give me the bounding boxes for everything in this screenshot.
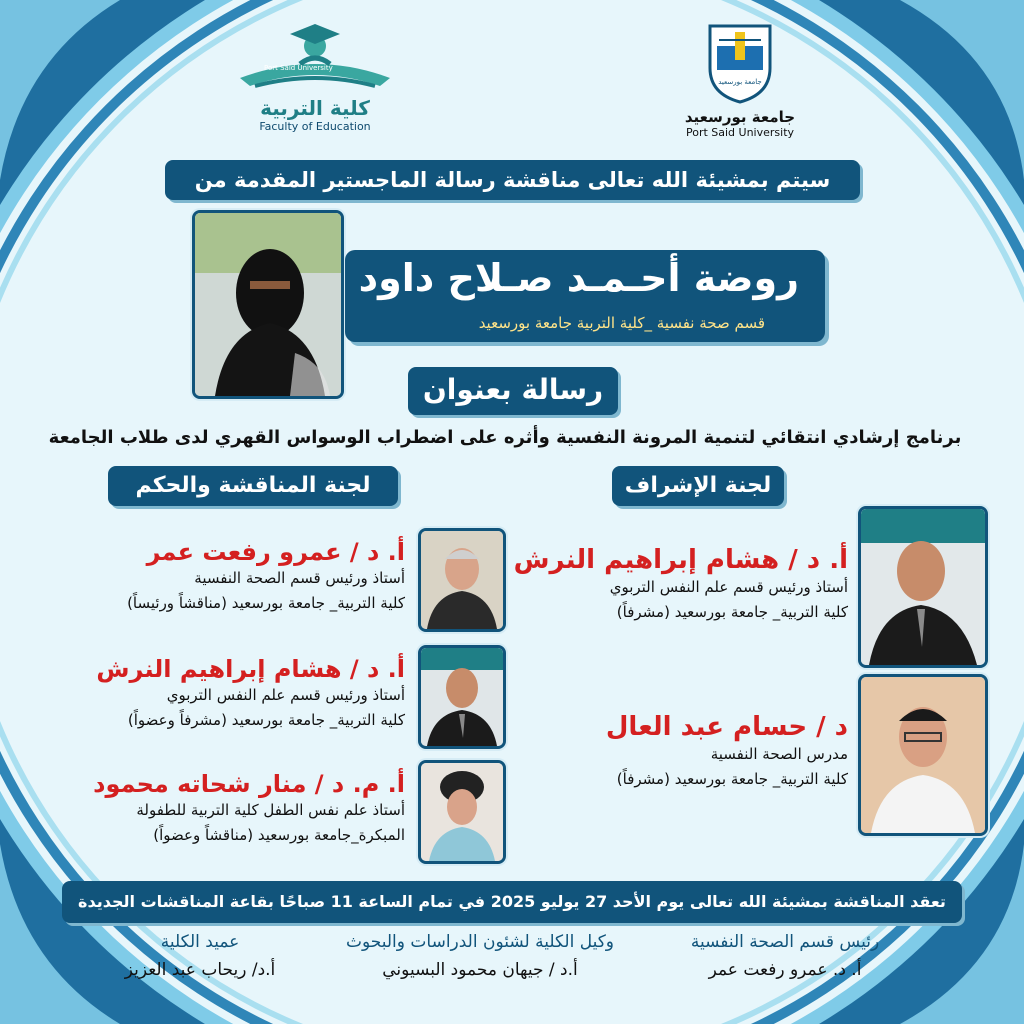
member-affiliation: كلية التربية_ جامعة بورسعيد (مناقشاً ورئيساً) <box>127 594 405 612</box>
signature-block <box>660 932 910 980</box>
member-title: أستاذ ورئيس قسم علم النفس التربوي <box>609 578 848 596</box>
discussion-member <box>40 655 405 733</box>
discussion-member <box>40 770 405 848</box>
member-affiliation: كلية التربية_ جامعة بورسعيد (مشرفاً) <box>616 770 848 788</box>
candidate-photo <box>192 210 344 399</box>
intro-banner: سيتم بمشيئة الله تعالى مناقشة رسالة الماجستير المقدمة من <box>165 160 860 200</box>
member-affiliation: المبكرة_جامعة بورسعيد (مناقشاً وعضواً) <box>153 826 405 844</box>
supervision-member <box>470 712 848 792</box>
candidate-name: روضة أحـمـد صـلاح داود <box>358 256 799 300</box>
signature-name: أ. د. عمرو رفعت عمر <box>708 960 862 980</box>
faculty-name-english: Faculty of Education <box>259 120 371 133</box>
university-crest-icon <box>705 18 775 104</box>
candidate-portrait <box>195 213 341 396</box>
signature-block <box>300 932 660 980</box>
signature-name: أ.د/ ريحاب عبد العزيز <box>124 960 276 980</box>
signature-block <box>100 932 300 980</box>
member-affiliation: كلية التربية_ جامعة بورسعيد (مشرفاً) <box>616 603 848 621</box>
member-name: أ. د / هشام إبراهيم النرش <box>513 545 848 575</box>
signature-role: عميد الكلية <box>160 932 240 952</box>
member-name: أ. د / عمرو رفعت عمر <box>146 538 405 566</box>
thesis-title: برنامج إرشادي انتقائي لتنمية المرونة النفسية وأثره على اضطراب الوسواس القهري لدى طلاب الجامعة <box>48 427 962 448</box>
faculty-logo-arc-text: Port Said University <box>264 64 333 72</box>
member-title: أستاذ ورئيس قسم علم النفس التربوي <box>166 686 405 704</box>
member-name: د / حسام عبد العال <box>605 712 848 742</box>
signature-role: رئيس قسم الصحة النفسية <box>690 932 880 952</box>
announcement-bar: تعقد المناقشة بمشيئة الله تعالى يوم الأحد 27 يوليو 2025 في تمام الساعة 11 صباحًا بقاعة المناقشات الجديدة <box>62 881 962 923</box>
faculty-logo <box>230 20 400 140</box>
thesis-label: رسالة بعنوان <box>408 367 618 415</box>
candidate-box <box>345 250 825 342</box>
member-portrait <box>861 509 985 665</box>
member-portrait <box>861 677 985 833</box>
member-title: مدرس الصحة النفسية <box>710 745 848 763</box>
discussion-member <box>40 538 405 616</box>
member-affiliation: كلية التربية_ جامعة بورسعيد (مشرفاً وعضواً) <box>127 711 405 729</box>
signature-name: أ.د / جيهان محمود البسيوني <box>382 960 578 980</box>
crest-seal-text: جامعة بورسعيد <box>718 78 762 86</box>
member-title: أستاذ علم نفس الطفل كلية التربية للطفولة <box>136 801 405 819</box>
graduate-cap-icon <box>230 20 400 98</box>
supervision-member <box>470 545 848 625</box>
supervision-committee-heading: لجنة الإشراف <box>612 466 784 506</box>
supervision-member-photo <box>858 674 988 836</box>
university-logo <box>680 18 800 153</box>
signature-role: وكيل الكلية لشئون الدراسات والبحوث <box>345 932 614 952</box>
member-name: أ. م. د / منار شحاته محمود <box>93 770 405 798</box>
discussion-committee-heading: لجنة المناقشة والحكم <box>108 466 398 506</box>
candidate-department: قسم صحة نفسية _كلية التربية جامعة بورسعيد <box>478 314 765 332</box>
member-name: أ. د / هشام إبراهيم النرش <box>96 655 405 683</box>
faculty-name-arabic: كلية التربية <box>260 96 370 120</box>
university-name-arabic: جامعة بورسعيد <box>684 108 796 126</box>
university-name-english: Port Said University <box>685 126 795 139</box>
member-title: أستاذ ورئيس قسم الصحة النفسية <box>194 569 405 587</box>
supervision-member-photo <box>858 506 988 668</box>
